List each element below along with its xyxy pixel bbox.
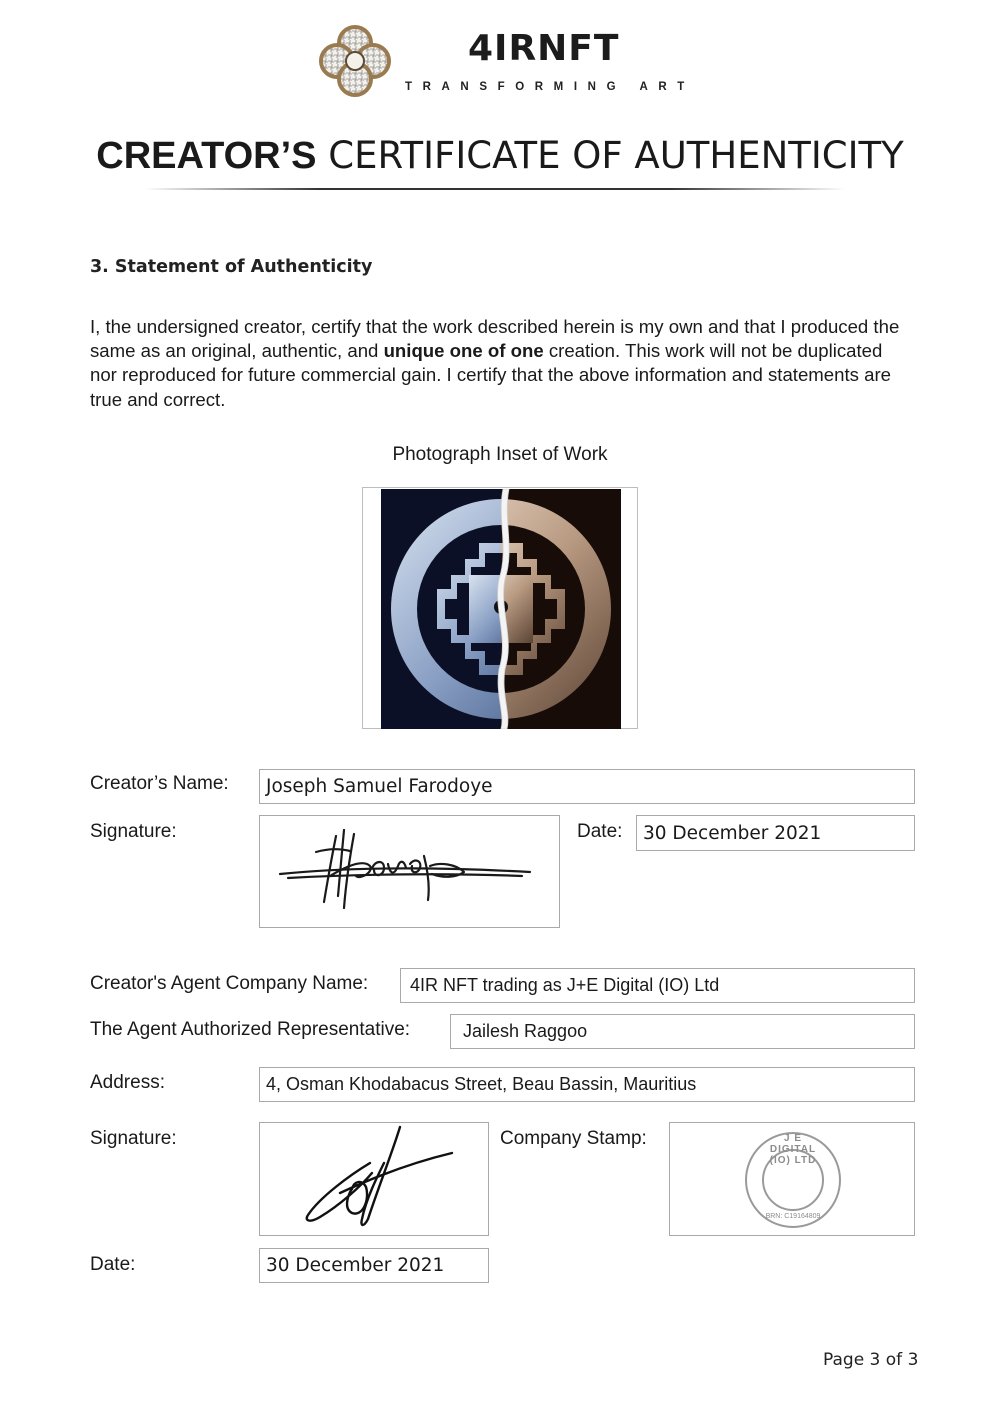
statement-after: creation. This work will not be duplicated nor reproduced for future commercial gain. I certify that the above information and statements are true and correct. (90, 340, 891, 410)
page-number: Page 3 of 3 (823, 1350, 919, 1370)
agent-company-field[interactable]: 4IR NFT trading as J+E Digital (IO) Ltd (400, 968, 915, 1003)
company-stamp-box[interactable] (669, 1122, 915, 1236)
title-divider (145, 188, 845, 190)
company-stamp-label: Company Stamp: (500, 1128, 647, 1149)
agent-rep-field[interactable]: Jailesh Raggoo (450, 1014, 915, 1049)
brand-name: 4IRNFT (468, 28, 620, 69)
agent-address-label: Address: (90, 1072, 165, 1093)
section-title: Statement of Authenticity (114, 257, 373, 277)
creator-date-label: Date: (577, 821, 623, 842)
creator-date-field[interactable]: 30 December 2021 (636, 815, 915, 851)
brand-tagline: TRANSFORMING ART (405, 81, 695, 93)
stamp-brn-text: BRN: C19164809 (765, 1213, 821, 1220)
agent-signature-box[interactable] (259, 1122, 489, 1236)
statement-paragraph (90, 315, 902, 412)
statement-bold: unique one of one (383, 340, 544, 362)
agent-signature-label: Signature: (90, 1128, 177, 1149)
creator-name-label: Creator’s Name: (90, 773, 229, 794)
creator-signature-box[interactable] (259, 815, 560, 928)
creator-signature-label: Signature: (90, 821, 177, 842)
artwork-image (381, 489, 621, 729)
certificate-title (0, 134, 1000, 178)
agent-date-field[interactable]: 30 December 2021 (259, 1248, 489, 1283)
stamp-company-text: J E DIGITAL (IO) LTD (769, 1133, 817, 1166)
brand-logo-icon (316, 22, 394, 100)
section-heading (90, 257, 372, 277)
creator-signature-image (260, 816, 559, 927)
company-stamp-seal (743, 1131, 843, 1229)
agent-signature-image (260, 1123, 488, 1235)
agent-date-label: Date: (90, 1254, 136, 1275)
agent-address-field[interactable]: 4, Osman Khodabacus Street, Beau Bassin, Mauritius (259, 1067, 915, 1102)
agent-rep-label: The Agent Authorized Representative: (90, 1019, 411, 1040)
title-bold: CREATOR’S (96, 135, 317, 177)
creator-name-field[interactable]: Joseph Samuel Farodoye (259, 769, 915, 804)
statement-before: I, the undersigned creator, certify that the work described herein is my own and that I produced the same as an original, authentic, and (90, 316, 900, 362)
artwork-photo-frame (362, 487, 638, 729)
section-number: 3. (90, 257, 109, 277)
title-rest: CERTIFICATE OF AUTHENTICITY (328, 134, 904, 177)
agent-company-label: Creator's Agent Company Name: (90, 973, 369, 994)
photo-caption: Photograph Inset of Work (392, 444, 608, 465)
